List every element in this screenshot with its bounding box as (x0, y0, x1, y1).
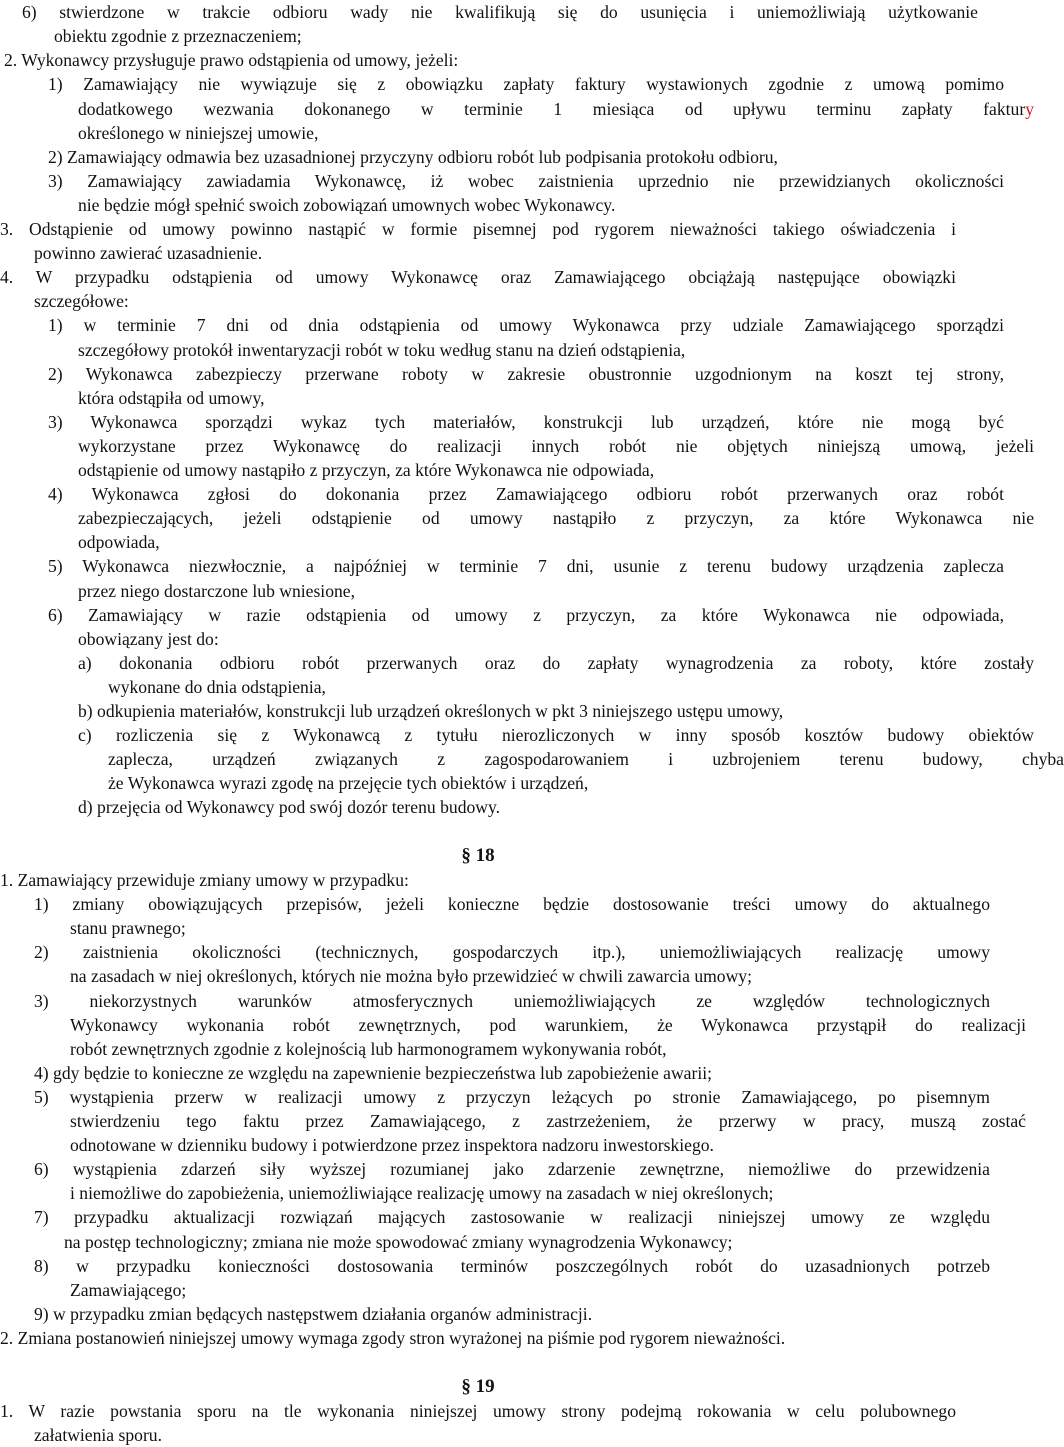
text-line (0, 121, 1034, 145)
text-line-content: że Wykonawca wyrazi zgodę na przejęcie tych obiektów i urządzeń, (108, 773, 589, 793)
text-line-content: 4) Wykonawca zgłosi do dokonania przez Zamawiającego odbioru robót przerwanych oraz robót (48, 484, 1004, 504)
text-line-content: wykonane do dnia odstąpienia, (108, 677, 326, 697)
text-line-content: d) przejęcia od Wykonawcy pod swój dozór terenu budowy. (78, 797, 501, 817)
text-line (0, 458, 1034, 482)
text-line (0, 313, 1004, 337)
text-line-content: powinno zawierać uzasadnienie. (34, 243, 263, 263)
text-line-content: 6) stwierdzone w trakcie odbioru wady nie kwalifikują się do usunięcia i uniemożliwiają użytkowanie (22, 2, 978, 22)
text-line (0, 48, 960, 72)
text-line (0, 1037, 1026, 1061)
text-line (0, 1061, 990, 1085)
text-line (0, 603, 1004, 627)
highlighted-char: y (1025, 99, 1034, 119)
text-line-content: odnotowane w dzienniku budowy i potwierdzone przez inspektora nadzoru inwestorskiego. (70, 1135, 714, 1155)
text-line (0, 217, 956, 241)
text-line-content: 1) w terminie 7 dni od dnia odstąpienia od umowy Wykonawca przy udziale Zamawiającego sporządzi (48, 315, 1004, 335)
text-line (0, 362, 1004, 386)
text-line (0, 627, 1034, 651)
text-line-content: nie będzie mógł spełnić swoich zobowiązań umownych wobec Wykonawcy. (78, 195, 616, 215)
text-line-content: 9) w przypadku zmian będących następstwem działania organów administracji. (34, 1304, 593, 1324)
text-line-content: dodatkowego wezwania dokonanego w terminie 1 miesiąca od upływu terminu zapłaty faktur (78, 99, 1026, 119)
text-line (0, 1157, 990, 1181)
text-line (0, 771, 1064, 795)
text-line (0, 145, 1004, 169)
text-line-content: § 18 (461, 845, 495, 866)
text-line-content: 6) wystąpienia zdarzeń siły wyższej rozumianej jako zdarzenie zewnętrzne, niemożliwe do przewidzenia (34, 1159, 990, 1179)
text-line-content: 3) niekorzystnych warunków atmosferycznych uniemożliwiających ze względów technologicznych (34, 991, 990, 1011)
text-line-content: szczegółowe: (34, 291, 129, 311)
text-line-content: 6) Zamawiający w razie odstąpienia od umowy z przyczyn, za które Wykonawca nie odpowiada, (48, 605, 1004, 625)
text-line-content: 2) Zamawiający odmawia bez uzasadnionej przyczyny odbioru robót lub podpisania protokołu odbioru, (48, 147, 778, 167)
text-line-content: a) dokonania odbioru robót przerwanych oraz do zapłaty wynagrodzenia za roboty, które zostały (78, 653, 1034, 673)
text-line-content: 1. W razie powstania sporu na tle wykonania niniejszej umowy strony podejmą rokowania w celu polubownego (0, 1401, 956, 1421)
text-line (0, 868, 956, 892)
text-line-content: 1) zmiany obowiązujących przepisów, jeżeli konieczne będzie dostosowanie treści umowy do aktualnego (34, 894, 990, 914)
text-line (0, 747, 1064, 771)
text-line-content: 7) przypadku aktualizacji rozwiązań mających zastosowanie w realizacji niniejszej umowy ze względu (34, 1207, 990, 1227)
text-line (0, 193, 1034, 217)
text-line-content: b) odkupienia materiałów, konstrukcji lub urządzeń określonych w pkt 3 niniejszego ustępu umowy, (78, 701, 784, 721)
text-line-content: 2. Zmiana postanowień niniejszej umowy wymaga zgody stron wyrażonej na piśmie pod rygorem nieważności. (0, 1328, 786, 1348)
text-line (0, 386, 1034, 410)
text-line-content: na zasadach w niej określonych, których nie można było przewidzieć w chwili zawarcia umowy; (70, 966, 752, 986)
text-line (0, 1133, 1026, 1157)
text-line-content: wykorzystane przez Wykonawcę do realizacji innych robót nie objętych niniejszą umową, jeżeli (78, 436, 1034, 456)
text-line-content: odpowiada, (78, 532, 160, 552)
text-line (0, 506, 1034, 530)
text-line (0, 72, 1004, 96)
text-line-content: zabezpieczających, jeżeli odstąpienie od umowy nastąpiło z przyczyn, za które Wykonawca nie (78, 508, 1034, 528)
text-line-content: obiektu zgodnie z przeznaczeniem; (54, 26, 302, 46)
text-line-content: Zamawiającego; (70, 1280, 187, 1300)
text-line-content: załatwienia sporu. (34, 1425, 162, 1445)
text-line-content: 4. W przypadku odstąpienia od umowy Wykonawcę oraz Zamawiającego obciążają następujące obowiązki (0, 267, 956, 287)
text-line-content: stwierdzeniu tego faktu przez Zamawiającego, z zastrzeżeniem, że przerwy w pracy, muszą zostać (70, 1111, 1026, 1131)
text-line-content: 2) zaistnienia okoliczności (technicznych, gospodarczych itp.), uniemożliwiających realizację umowy (34, 942, 990, 962)
text-line-content: stanu prawnego; (70, 918, 186, 938)
text-line (0, 554, 1004, 578)
text-line-content: 8) w przypadku konieczności dostosowania terminów poszczególnych robót do uzasadnionych potrzeb (34, 1256, 990, 1276)
text-line (0, 265, 956, 289)
text-line-content: robót zewnętrznych zgodnie z kolejnością lub harmonogramem wykonywania robót, (70, 1039, 667, 1059)
text-line (0, 0, 978, 24)
text-line (0, 338, 1034, 362)
text-line (0, 410, 1004, 434)
text-line (0, 940, 990, 964)
text-line (0, 579, 1034, 603)
text-line-content: 2. Wykonawcy przysługuje prawo odstąpienia od umowy, jeżeli: (4, 50, 459, 70)
text-line (0, 795, 1034, 819)
text-line-content: 4) gdy będzie to konieczne ze względu na zapewnienie bezpieczeństwa lub zapobieżenie awarii; (34, 1063, 713, 1083)
text-line-content: Wykonawcy wykonania robót zewnętrznych, pod warunkiem, że Wykonawca przystąpił do realizacji (70, 1015, 1026, 1035)
text-line (0, 434, 1034, 458)
text-line (0, 1326, 956, 1350)
text-line (0, 1278, 1026, 1302)
text-line-content: określonego w niniejszej umowie, (78, 123, 319, 143)
text-line-content: c) rozliczenia się z Wykonawcą z tytułu nierozliczonych w inny sposób kosztów budowy obiektów (78, 725, 1034, 745)
text-line (0, 651, 1034, 675)
text-line (0, 530, 1034, 554)
text-line-content: szczegółowy protokół inwentaryzacji robót w toku według stanu na dzień odstąpienia, (78, 340, 686, 360)
text-line (0, 97, 1034, 121)
text-line (0, 24, 1010, 48)
text-line (0, 1205, 990, 1229)
text-line-content: 1) Zamawiający nie wywiązuje się z obowiązku zapłaty faktury wystawionych zgodnie z umową pomimo (48, 74, 1004, 94)
text-line (0, 916, 1026, 940)
text-line-content: obowiązany jest do: (78, 629, 219, 649)
text-line-content: 3) Wykonawca sporządzi wykaz tych materiałów, konstrukcji lub urządzeń, które nie mogą być (48, 412, 1004, 432)
text-line-content: zaplecza, urządzeń związanych z zagospodarowaniem i uzbrojeniem terenu budowy, chyba (108, 749, 1064, 769)
text-line (0, 1399, 956, 1423)
text-line (0, 1254, 990, 1278)
text-line-content: § 19 (461, 1376, 495, 1397)
text-line (0, 1181, 1026, 1205)
section-heading (0, 844, 956, 868)
text-line (0, 699, 1034, 723)
text-line (0, 1109, 1026, 1133)
text-line (0, 892, 990, 916)
section-heading (0, 1375, 956, 1399)
text-line (0, 675, 1064, 699)
text-line-content: odstąpienie od umowy nastąpiło z przyczyn, za które Wykonawca nie odpowiada, (78, 460, 655, 480)
text-line (0, 1423, 990, 1447)
text-line-content: przez niego dostarczone lub wniesione, (78, 581, 355, 601)
text-line-content: która odstąpiła od umowy, (78, 388, 265, 408)
text-line-content: i niemożliwe do zapobieżenia, uniemożliwiające realizację umowy na zasadach w niej określonych; (70, 1183, 774, 1203)
text-line (0, 989, 990, 1013)
text-line-content: 5) Wykonawca niezwłocznie, a najpóźniej w terminie 7 dni, usunie z terenu budowy urządzenia zaplecza (48, 556, 1004, 576)
text-line (0, 1013, 1026, 1037)
text-line-content: 3) Zamawiający zawiadamia Wykonawcę, iż wobec zaistnienia uprzednio nie przewidzianych okoliczności (48, 171, 1004, 191)
text-line (0, 482, 1004, 506)
text-line-content: na postęp technologiczny; zmiana nie może spowodować zmiany wynagrodzenia Wykonawcy; (64, 1232, 733, 1252)
text-line (0, 169, 1004, 193)
text-line-content: 1. Zamawiający przewiduje zmiany umowy w przypadku: (0, 870, 409, 890)
text-line (0, 289, 990, 313)
text-line (0, 1085, 990, 1109)
text-line (0, 723, 1034, 747)
text-line (0, 1230, 1020, 1254)
text-line-content: 2) Wykonawca zabezpieczy przerwane roboty w zakresie obustronnie uzgodnionym na koszt tej strony, (48, 364, 1004, 384)
text-line (0, 964, 1026, 988)
text-line-content: 5) wystąpienia przerw w realizacji umowy z przyczyn leżących po stronie Zamawiającego, po pisemnym (34, 1087, 990, 1107)
text-line (0, 241, 990, 265)
text-line (0, 1302, 990, 1326)
text-line-content: 3. Odstąpienie od umowy powinno nastąpić w formie pisemnej pod rygorem nieważności takiego oświadczenia i (0, 219, 956, 239)
